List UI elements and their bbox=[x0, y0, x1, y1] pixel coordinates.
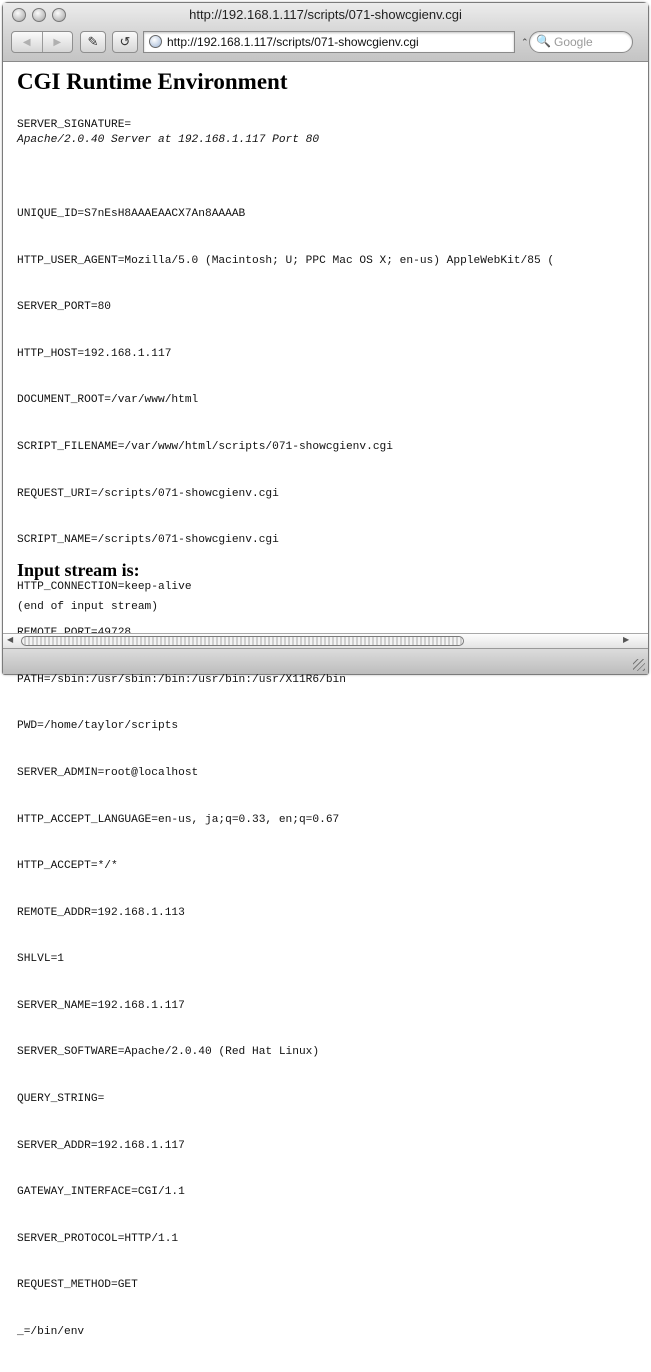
signature-label: SERVER_SIGNATURE= bbox=[17, 119, 132, 131]
input-stream-heading: Input stream is: bbox=[17, 560, 140, 580]
forward-button[interactable]: ▶ bbox=[42, 32, 73, 52]
env-line: SERVER_NAME=192.168.1.117 bbox=[17, 999, 185, 1012]
reload-button[interactable] bbox=[112, 31, 138, 53]
env-line: QUERY_STRING= bbox=[17, 1093, 105, 1106]
signature-value: Apache/2.0.40 Server at 192.168.1.117 Port 80 bbox=[17, 134, 320, 146]
scroll-right-arrow-icon[interactable]: ▶ bbox=[623, 635, 630, 644]
env-line: REMOTE_ADDR=192.168.1.113 bbox=[17, 906, 185, 919]
input-stream-end: (end of input stream) bbox=[17, 601, 158, 613]
env-line: UNIQUE_ID=S7nEsH8AAAEAACX7An8AAAAB bbox=[17, 208, 246, 221]
back-button[interactable]: ◀ bbox=[22, 36, 31, 48]
horizontal-scrollbar[interactable] bbox=[3, 633, 648, 648]
env-line: REQUEST_URI=/scripts/071-showcgienv.cgi bbox=[17, 487, 279, 500]
env-line: SHLVL=1 bbox=[17, 953, 64, 966]
env-line: SERVER_ADDR=192.168.1.117 bbox=[17, 1139, 185, 1152]
env-line: SCRIPT_NAME=/scripts/071-showcgienv.cgi bbox=[17, 534, 279, 547]
scrollbar-thumb[interactable] bbox=[21, 636, 464, 646]
status-bar bbox=[3, 648, 648, 674]
env-line: HTTP_ACCEPT_LANGUAGE=en-us, ja;q=0.33, en;q=0.67 bbox=[17, 813, 340, 826]
env-line: PWD=/home/taylor/scripts bbox=[17, 720, 179, 733]
env-line: HTTP_ACCEPT=*/* bbox=[17, 860, 118, 873]
window-title: http://192.168.1.117/scripts/071-showcgienv.cgi bbox=[189, 7, 462, 22]
env-line: SCRIPT_FILENAME=/var/www/html/scripts/071-showcgienv.cgi bbox=[17, 440, 393, 453]
env-line: PATH=/sbin:/usr/sbin:/bin:/usr/bin:/usr/X11R6/bin bbox=[17, 673, 346, 686]
pencil-icon: ✎ bbox=[87, 34, 99, 49]
env-line: HTTP_HOST=192.168.1.117 bbox=[17, 347, 172, 360]
reload-icon: ↺ bbox=[119, 34, 131, 49]
url-history-icon[interactable]: ⌃ bbox=[521, 37, 529, 47]
address-bar[interactable] bbox=[143, 31, 515, 53]
site-icon bbox=[149, 35, 162, 48]
search-field[interactable] bbox=[529, 31, 633, 53]
page-content bbox=[3, 62, 648, 1338]
env-line: DOCUMENT_ROOT=/var/www/html bbox=[17, 394, 199, 407]
search-placeholder: Google bbox=[554, 35, 593, 49]
resize-grip-icon[interactable] bbox=[633, 659, 645, 671]
env-variable-list bbox=[17, 176, 554, 1372]
env-line: GATEWAY_INTERFACE=CGI/1.1 bbox=[17, 1186, 185, 1199]
title-bar bbox=[3, 3, 648, 62]
env-line: SERVER_PROTOCOL=HTTP/1.1 bbox=[17, 1232, 179, 1245]
page-title: CGI Runtime Environment bbox=[17, 69, 288, 94]
env-line: _=/bin/env bbox=[17, 1325, 85, 1338]
scroll-left-arrow-icon[interactable]: ◀ bbox=[7, 635, 14, 644]
address-text[interactable]: http://192.168.1.117/scripts/071-showcgienv.cgi bbox=[167, 35, 419, 49]
bookmark-button[interactable] bbox=[80, 31, 106, 53]
nav-buttons bbox=[11, 31, 73, 53]
env-line: REQUEST_METHOD=GET bbox=[17, 1279, 138, 1292]
env-line: SERVER_ADMIN=root@localhost bbox=[17, 767, 199, 779]
env-line: SERVER_SOFTWARE=Apache/2.0.40 (Red Hat Linux) bbox=[17, 1046, 320, 1059]
env-line: HTTP_CONNECTION=keep-alive bbox=[17, 580, 192, 593]
env-line: SERVER_PORT=80 bbox=[17, 301, 111, 314]
search-icon[interactable]: 🔍 bbox=[536, 34, 551, 48]
browser-window bbox=[2, 2, 649, 1338]
env-line: HTTP_USER_AGENT=Mozilla/5.0 (Macintosh; U; PPC Mac OS X; en-us) AppleWebKit/85 ( bbox=[17, 254, 555, 267]
